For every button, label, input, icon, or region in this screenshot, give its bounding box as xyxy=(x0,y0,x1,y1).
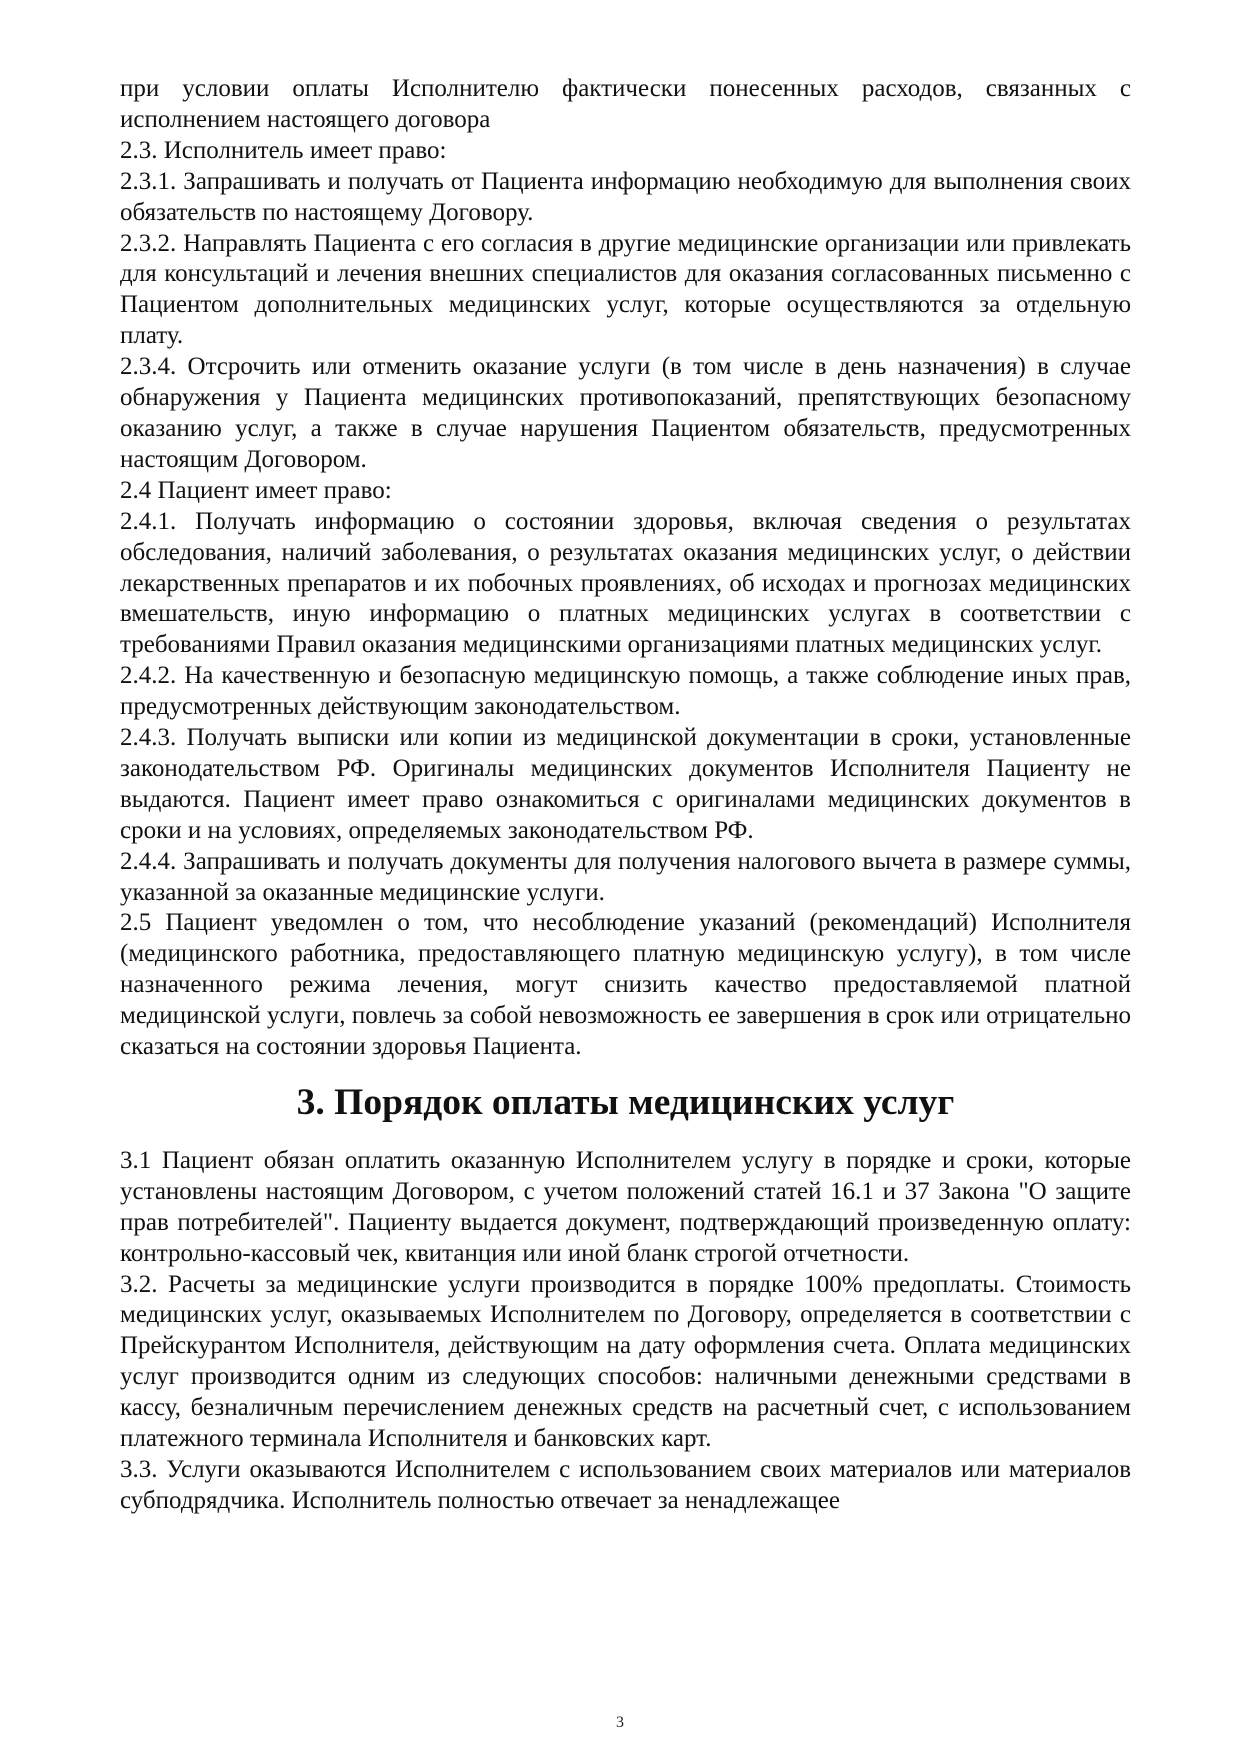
paragraph: 2.4 Пациент имеет право: xyxy=(120,476,392,504)
paragraph: 3.2. Расчеты за медицинские услуги производится в порядке 100% предоплаты. Стоимость медицинских услуг, оказываемых Исполнителем по Договору, определяется в соответствии с Прейскурантом Исполнителя, действующим на дату оформления счета. Оплата медицинских услуг производится одним из следующих способов: наличными денежными средствами в кассу, безналичным перечислением денежных средств на расчетный счет, с использованием платежного терминала Исполнителя и банковских карт. xyxy=(120,1270,1131,1453)
paragraph: 2.4.3. Получать выписки или копии из медицинской документации в сроки, установленные законодательством РФ. Оригиналы медицинских документов Исполнителя Пациенту не выдаются. Пациент имеет право ознакомиться с оригиналами медицинских документов в сроки и на условиях, определяемых законодательством РФ. xyxy=(120,724,1131,844)
paragraph: 2.4.1. Получать информацию о состоянии здоровья, включая сведения о результатах обследования, наличий заболевания, о результатах оказания медицинских услуг, о действии лекарственных препаратов и их побочных проявлениях, об исходах и прогнозах медицинских вмешательств, иную информацию о платных медицинских услугах в соответствии с требованиями Правил оказания медицинскими организациями платных медицинских услуг. xyxy=(120,507,1131,659)
paragraph: 2.4.2. На качественную и безопасную медицинскую помощь, а также соблюдение иных прав, предусмотренных действующим законодательством. xyxy=(120,662,1131,721)
paragraph: 3.3. Услуги оказываются Исполнителем с использованием своих материалов или материалов субподрядчика. Исполнитель полностью отвечает за ненадлежащее xyxy=(120,1455,1131,1514)
section-heading: 3. Порядок оплаты медицинских услуг xyxy=(296,1082,955,1123)
document-page xyxy=(120,74,1131,1517)
paragraph: 2.3. Исполнитель имеет право: xyxy=(120,136,447,164)
paragraph: 2.3.1. Запрашивать и получать от Пациента информацию необходимую для выполнения своих обязательств по настоящему Договору. xyxy=(120,167,1131,226)
page-number: 3 xyxy=(616,1714,624,1731)
paragraph: при условии оплаты Исполнителю фактически понесенных расходов, связанных с исполнением настоящего договора xyxy=(120,75,1131,133)
paragraph: 2.4.4. Запрашивать и получать документы для получения налогового вычета в размере суммы, указанной за оказанные медицинские услуги. xyxy=(120,847,1131,906)
paragraph: 2.5 Пациент уведомлен о том, что несоблюдение указаний (рекомендаций) Исполнителя (медицинского работника, предоставляющего платную медицинскую услугу), в том числе назначенного режима лечения, могут снизить качество предоставляемой платной медицинской услуги, повлечь за собой невозможность ее завершения в срок или отрицательно сказаться на состоянии здоровья Пациента. xyxy=(120,909,1131,1061)
paragraph: 2.3.2. Направлять Пациента с его согласия в другие медицинские организации или привлекать для консультаций и лечения внешних специалистов для оказания согласованных письменно с Пациентом дополнительных медицинских услуг, которые осуществляются за отдельную плату. xyxy=(120,229,1131,350)
paragraph: 2.3.4. Отсрочить или отменить оказание услуги (в том числе в день назначения) в случае обнаружения у Пациента медицинских противопоказаний, препятствующих безопасному оказанию услуг, а также в случае нарушения Пациентом обязательств, предусмотренных настоящим Договором. xyxy=(120,353,1131,473)
paragraph: 3.1 Пациент обязан оплатить оказанную Исполнителем услугу в порядке и сроки, которые установлены настоящим Договором, с учетом положений статей 16.1 и 37 Закона "О защите прав потребителей". Пациенту выдается документ, подтверждающий произведенную оплату: контрольно-кассовый чек, квитанция или иной бланк строгой отчетности. xyxy=(120,1146,1131,1267)
